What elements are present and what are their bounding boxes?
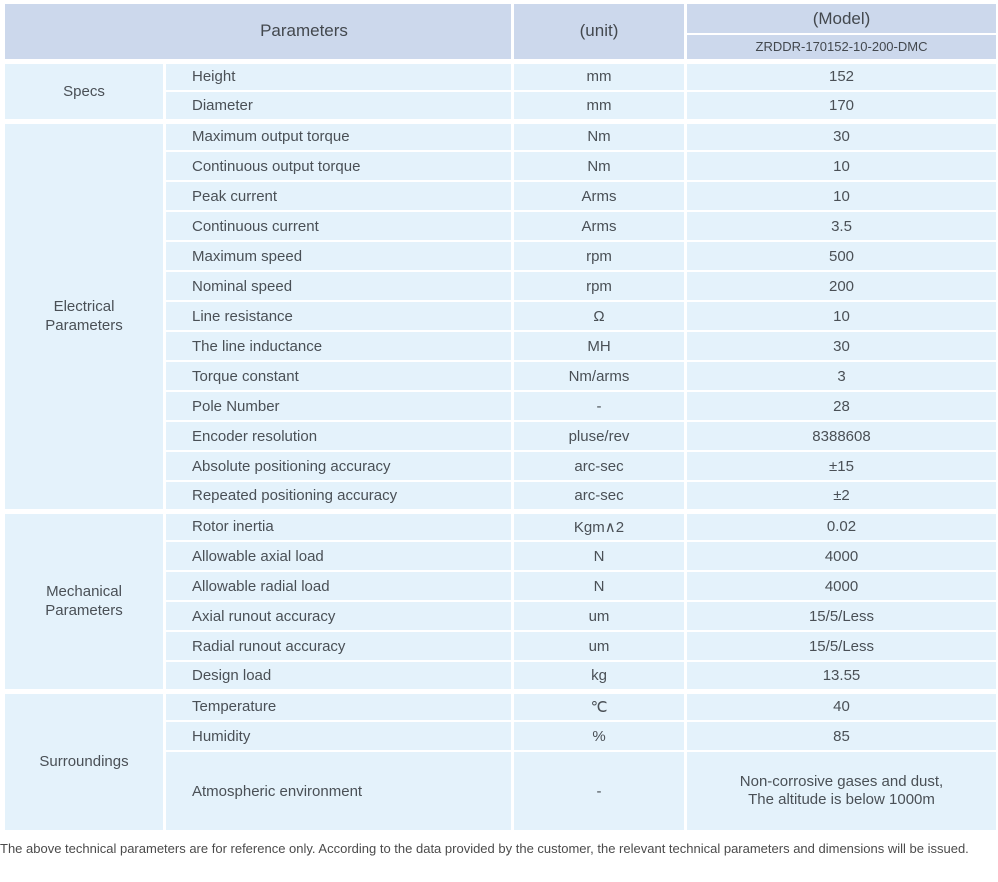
- param-value: 4000: [686, 571, 998, 601]
- footnote: The above technical parameters are for reference only. According to the data provided by the customer, the relevant technical parameters and dimensions will be issued.: [0, 841, 969, 856]
- param-value: 170: [686, 91, 998, 121]
- param-value: 15/5/Less: [686, 601, 998, 631]
- param-name: Design load: [165, 661, 513, 691]
- header-model: (Model): [686, 3, 998, 34]
- table-row: [4, 511, 998, 541]
- param-unit: Nm: [513, 151, 686, 181]
- param-name: Axial runout accuracy: [165, 601, 513, 631]
- group-label: Specs: [63, 82, 105, 100]
- header-unit: (unit): [513, 3, 686, 61]
- param-name: Peak current: [165, 181, 513, 211]
- param-name: Diameter: [165, 91, 513, 121]
- param-value: 8388608: [686, 421, 998, 451]
- param-unit: Arms: [513, 211, 686, 241]
- group-label-mechanical-parameters: [4, 511, 165, 691]
- param-unit: rpm: [513, 241, 686, 271]
- table-row: [4, 61, 998, 91]
- param-unit: mm: [513, 61, 686, 91]
- param-value: 10: [686, 301, 998, 331]
- group-label: Mechanical Parameters: [45, 583, 123, 619]
- param-unit: pluse/rev: [513, 421, 686, 451]
- param-value: ±2: [686, 481, 998, 511]
- header-row: [4, 3, 998, 34]
- group-label-electrical-parameters: [4, 121, 165, 511]
- param-name: Torque constant: [165, 361, 513, 391]
- param-unit: um: [513, 601, 686, 631]
- param-value: 30: [686, 331, 998, 361]
- group-label: Surroundings: [39, 753, 129, 771]
- param-name: Maximum speed: [165, 241, 513, 271]
- header-model-number: ZRDDR-170152-10-200-DMC: [686, 34, 998, 61]
- param-value: 500: [686, 241, 998, 271]
- param-value: 28: [686, 391, 998, 421]
- header-parameters: Parameters: [4, 3, 513, 61]
- table-row: [4, 121, 998, 151]
- group-label-specs: [4, 61, 165, 121]
- param-name: Atmospheric environment: [165, 751, 513, 831]
- param-value-line-1: Non-corrosive gases and dust,: [739, 773, 944, 790]
- param-name: Rotor inertia: [165, 511, 513, 541]
- param-unit: Ω: [513, 301, 686, 331]
- param-unit: N: [513, 541, 686, 571]
- param-unit: -: [513, 391, 686, 421]
- param-unit: arc-sec: [513, 451, 686, 481]
- param-name: Repeated positioning accuracy: [165, 481, 513, 511]
- param-value: 10: [686, 181, 998, 211]
- param-name: Humidity: [165, 721, 513, 751]
- param-value: 30: [686, 121, 998, 151]
- param-value: 0.02: [686, 511, 998, 541]
- param-name: Allowable axial load: [165, 541, 513, 571]
- param-unit: N: [513, 571, 686, 601]
- param-unit: kg: [513, 661, 686, 691]
- param-value: 4000: [686, 541, 998, 571]
- param-value: 200: [686, 271, 998, 301]
- param-value: 85: [686, 721, 998, 751]
- param-name: Radial runout accuracy: [165, 631, 513, 661]
- param-unit: um: [513, 631, 686, 661]
- param-value: 10: [686, 151, 998, 181]
- param-value: 152: [686, 61, 998, 91]
- param-value: 3.5: [686, 211, 998, 241]
- param-name: Temperature: [165, 691, 513, 721]
- param-name: Allowable radial load: [165, 571, 513, 601]
- param-value: 3: [686, 361, 998, 391]
- param-value: 13.55: [686, 661, 998, 691]
- param-name: Continuous output torque: [165, 151, 513, 181]
- param-name: Height: [165, 61, 513, 91]
- param-value: ±15: [686, 451, 998, 481]
- param-value: [686, 751, 998, 831]
- group-label-surroundings: [4, 691, 165, 831]
- table-row: [4, 691, 998, 721]
- group-label: Electrical Parameters: [45, 298, 123, 334]
- param-unit: %: [513, 721, 686, 751]
- param-unit: MH: [513, 331, 686, 361]
- param-value: 15/5/Less: [686, 631, 998, 661]
- param-unit: mm: [513, 91, 686, 121]
- param-value: 40: [686, 691, 998, 721]
- param-unit: rpm: [513, 271, 686, 301]
- param-unit: Nm/arms: [513, 361, 686, 391]
- param-name: Absolute positioning accuracy: [165, 451, 513, 481]
- param-unit: Kgm∧2: [513, 511, 686, 541]
- param-unit: Arms: [513, 181, 686, 211]
- spec-table: [2, 2, 998, 832]
- param-name: Continuous current: [165, 211, 513, 241]
- param-unit: ℃: [513, 691, 686, 721]
- param-name: Pole Number: [165, 391, 513, 421]
- param-unit: arc-sec: [513, 481, 686, 511]
- param-name: The line inductance: [165, 331, 513, 361]
- param-value-line-2: The altitude is below 1000m: [748, 791, 935, 808]
- param-name: Encoder resolution: [165, 421, 513, 451]
- param-name: Maximum output torque: [165, 121, 513, 151]
- param-name: Line resistance: [165, 301, 513, 331]
- param-unit: Nm: [513, 121, 686, 151]
- param-name: Nominal speed: [165, 271, 513, 301]
- param-unit: -: [513, 751, 686, 831]
